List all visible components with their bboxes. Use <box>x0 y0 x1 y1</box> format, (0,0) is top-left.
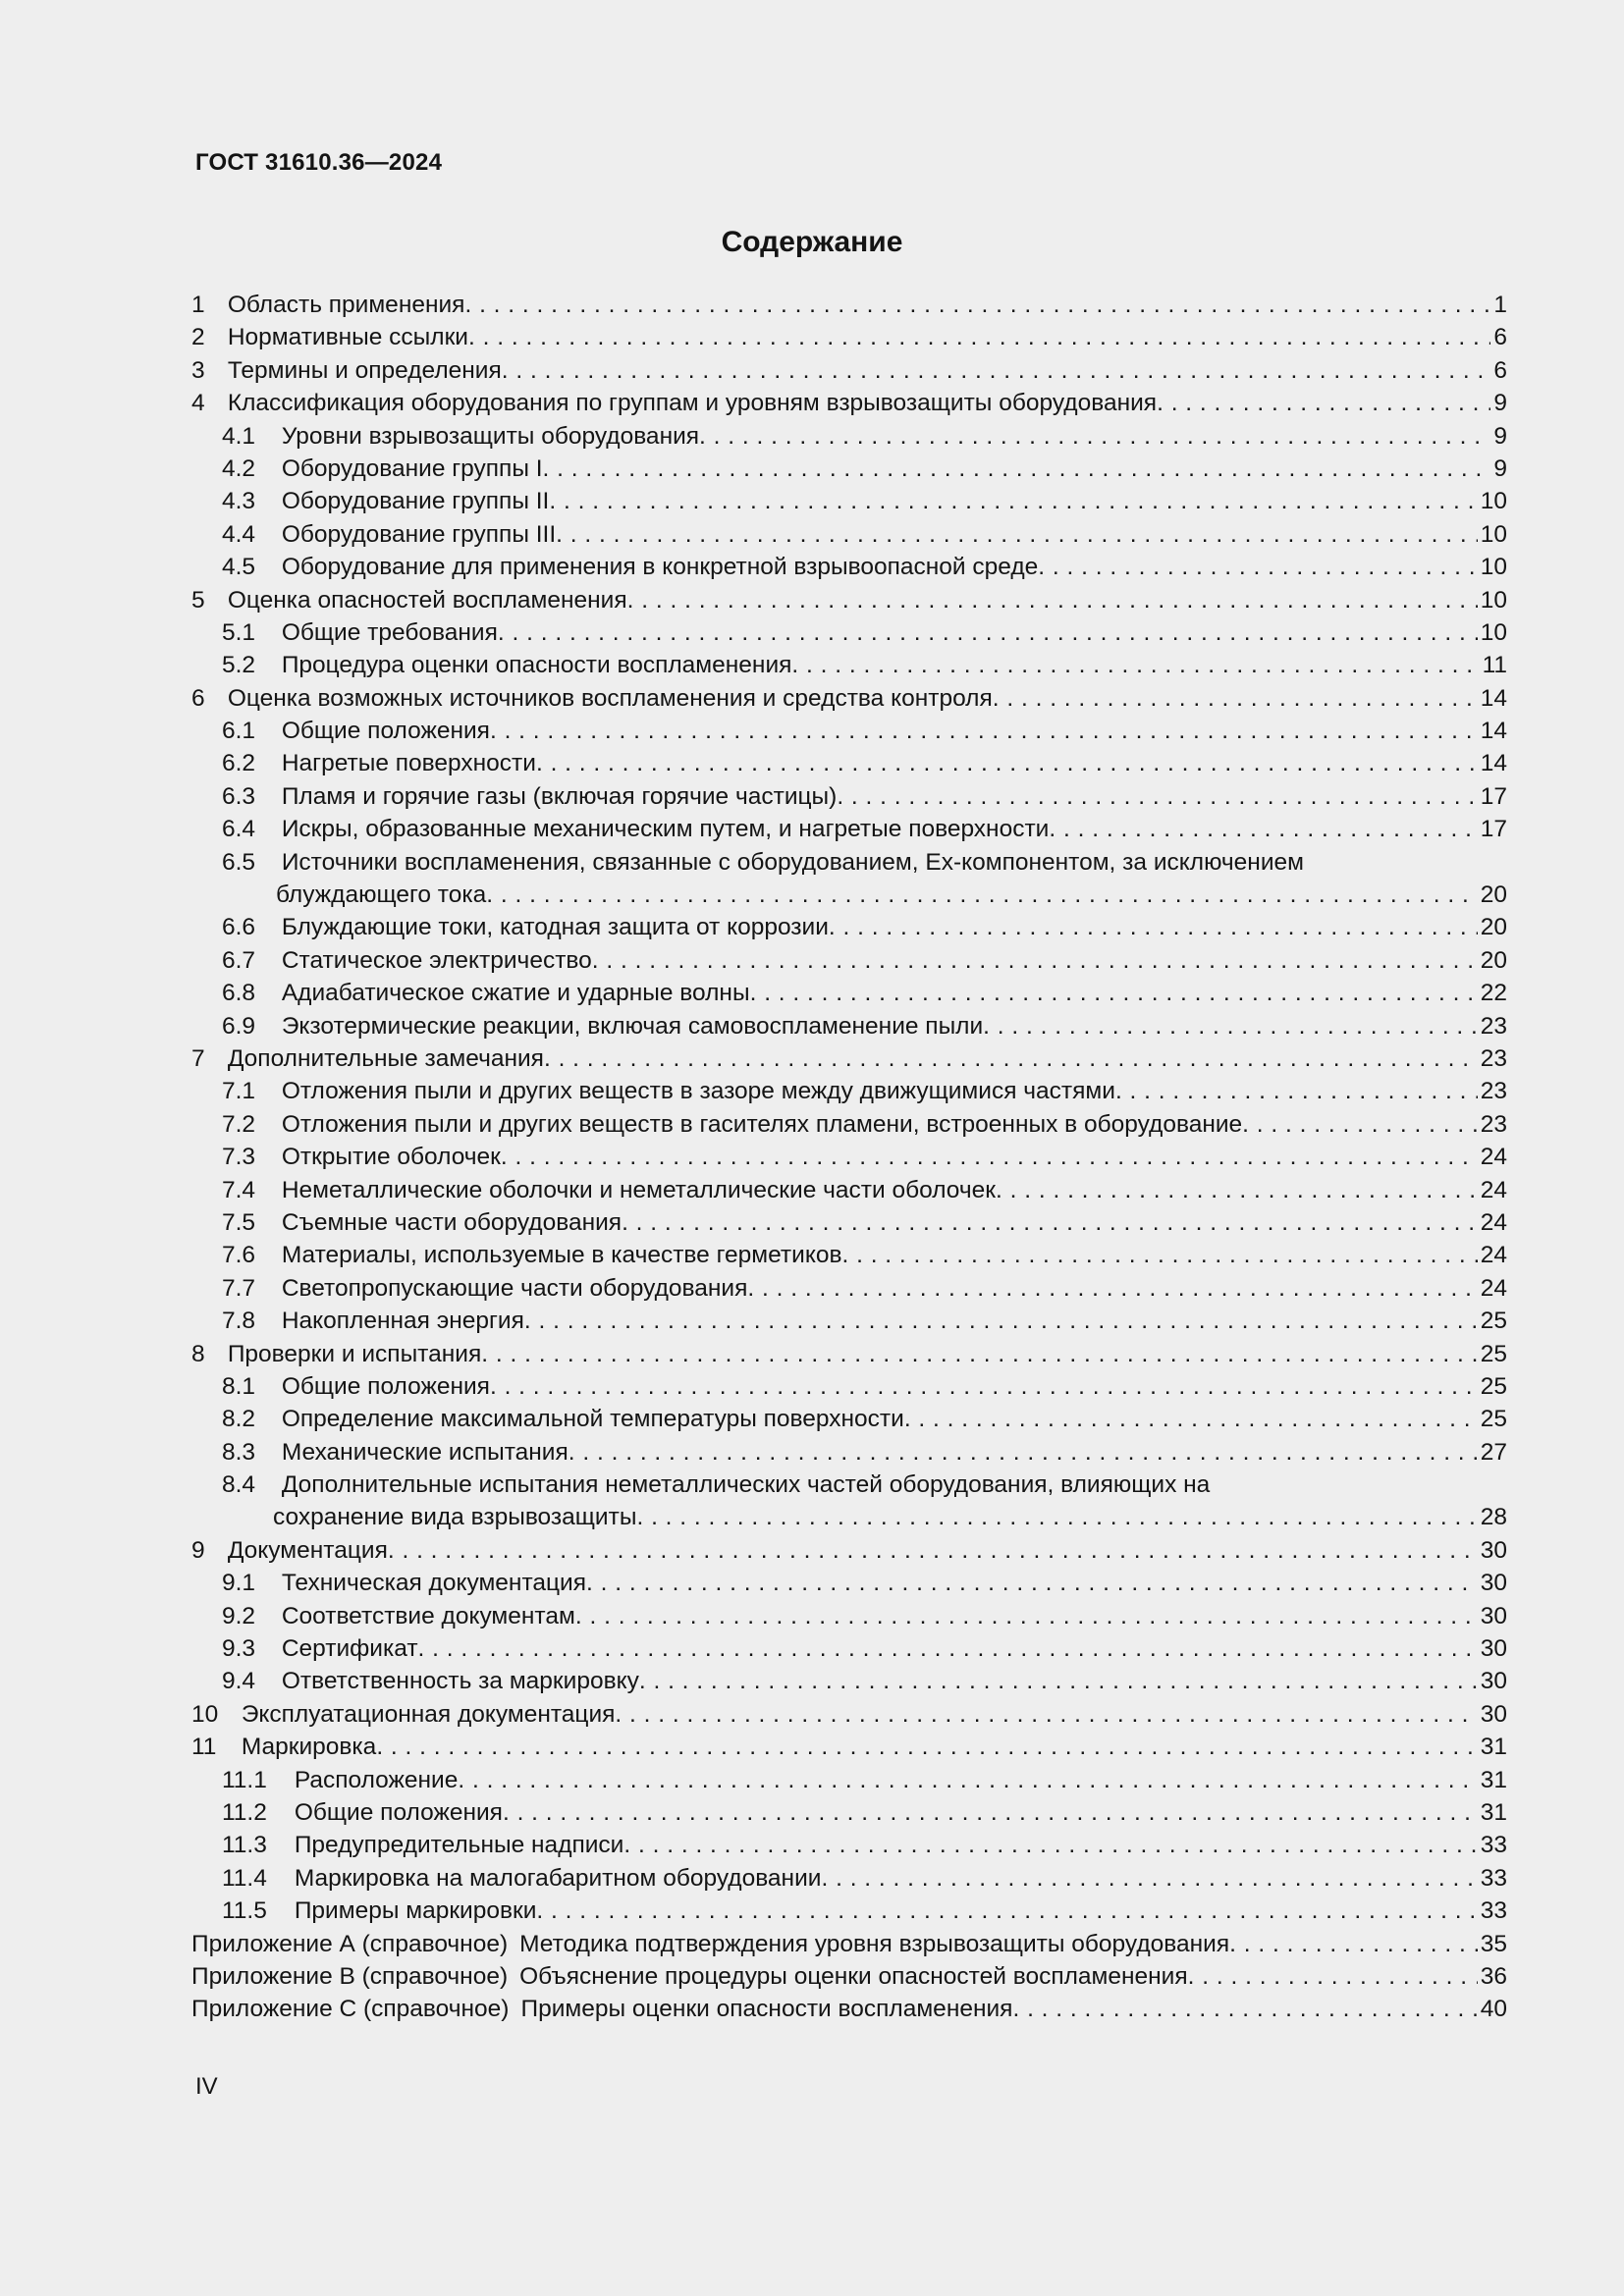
toc-entry[interactable] <box>191 387 1507 419</box>
toc-entry-title: Нормативные ссылки <box>227 324 468 351</box>
toc-entry-title: Накопленная энергия <box>281 1308 524 1335</box>
toc-entry[interactable] <box>191 1567 1507 1599</box>
toc-entry-number: 11.2 <box>222 1798 267 1826</box>
table-of-contents <box>191 289 1507 2026</box>
toc-entry-number: 8 <box>191 1340 205 1367</box>
toc-entry-number: 5.1 <box>222 618 256 646</box>
toc-entry-title-continued: блуждающего тока <box>276 881 487 909</box>
toc-entry-page: 10 <box>1478 518 1507 551</box>
toc-entry-title: Эксплуатационная документация <box>241 1700 616 1728</box>
toc-entry-page: 31 <box>1478 1731 1507 1763</box>
toc-entry-page: 30 <box>1478 1698 1507 1731</box>
toc-entry-number: 2 <box>191 324 205 351</box>
toc-entry-page: 30 <box>1478 1567 1507 1599</box>
toc-entry[interactable] <box>191 813 1507 845</box>
toc-entry[interactable] <box>191 289 1507 321</box>
toc-entry-title: Сертификат <box>281 1635 418 1663</box>
toc-entry-title: Проверки и испытания <box>227 1340 482 1367</box>
toc-entry[interactable] <box>191 1338 1507 1370</box>
toc-entry-number: 7.8 <box>222 1308 256 1335</box>
toc-entry-page: 24 <box>1478 1206 1507 1239</box>
toc-entry-number: 6 <box>191 684 205 712</box>
toc-entry-appendix[interactable] <box>191 1960 1507 1993</box>
toc-entry-page: 36 <box>1478 1960 1507 1993</box>
toc-entry-page: 31 <box>1478 1796 1507 1829</box>
toc-entry-title: Светопропускающие части оборудования <box>281 1274 748 1302</box>
toc-entry-title: Уровни взрывозащиты оборудования <box>281 422 700 450</box>
toc-entry[interactable] <box>191 977 1507 1009</box>
toc-entry-page: 6 <box>1490 354 1507 387</box>
toc-entry-page: 24 <box>1478 1239 1507 1271</box>
toc-entry-number: 1 <box>191 292 205 318</box>
toc-entry[interactable] <box>191 1665 1507 1697</box>
toc-entry[interactable] <box>191 649 1507 681</box>
toc-entry-number: 7.1 <box>222 1078 256 1105</box>
toc-entry-page: 33 <box>1478 1862 1507 1895</box>
toc-entry-title: Техническая документация <box>281 1570 586 1597</box>
toc-entry-number: Приложение С (справочное) <box>191 1996 510 2023</box>
toc-entry-title: Статическое электричество <box>281 946 592 974</box>
toc-entry-title: Классификация оборудования по группам и уровням взрывозащиты оборудования <box>227 390 1158 417</box>
toc-entry-title: Пламя и горячие газы (включая горячие частицы) <box>281 782 838 810</box>
toc-entry-number: 7 <box>191 1044 205 1072</box>
toc-entry-title: Съемные части оборудования <box>281 1208 623 1236</box>
toc-entry-page: 20 <box>1478 944 1507 977</box>
toc-entry-page: 33 <box>1478 1829 1507 1861</box>
toc-entry[interactable] <box>191 1862 1507 1895</box>
toc-entry[interactable] <box>191 1764 1507 1796</box>
toc-entry-page: 25 <box>1478 1403 1507 1435</box>
toc-entry-number: 5.2 <box>222 652 256 679</box>
toc-entry[interactable] <box>191 1829 1507 1861</box>
toc-entry-number: 11.4 <box>222 1864 267 1892</box>
toc-entry[interactable] <box>191 1370 1507 1403</box>
toc-entry[interactable] <box>191 453 1507 485</box>
toc-entry[interactable] <box>191 1436 1507 1468</box>
toc-entry-appendix[interactable] <box>191 1993 1507 2025</box>
toc-entry-title: Расположение <box>294 1766 459 1793</box>
toc-entry[interactable] <box>191 1206 1507 1239</box>
toc-entry-title: Механические испытания <box>281 1438 568 1466</box>
toc-entry[interactable] <box>191 1174 1507 1206</box>
toc-entry-title: Открытие оболочек <box>281 1144 501 1171</box>
toc-entry-title: Отложения пыли и других веществ в гасителях пламени, встроенных в оборудование <box>281 1110 1243 1138</box>
toc-entry[interactable] <box>191 616 1507 649</box>
toc-entry-number: 5 <box>191 586 205 614</box>
toc-entry-title: Общие положения <box>281 718 490 745</box>
toc-entry-title: Блуждающие токи, катодная защита от коррозии <box>281 914 829 941</box>
toc-entry-title: Объяснение процедуры оценки опасностей воспламенения <box>519 1962 1188 1990</box>
toc-entry-title: Оборудование для применения в конкретной взрывоопасной среде <box>281 554 1039 581</box>
toc-entry-title: Ответственность за маркировку <box>281 1668 639 1695</box>
toc-entry-title: Документация <box>227 1536 388 1564</box>
toc-entry-page: 10 <box>1478 616 1507 649</box>
toc-entry-page: 33 <box>1478 1895 1507 1927</box>
toc-entry-number: 7.3 <box>222 1144 256 1171</box>
toc-entry-page: 23 <box>1478 1108 1507 1141</box>
toc-entry-page: 30 <box>1478 1600 1507 1632</box>
document-code-header: ГОСТ 31610.36—2024 <box>195 149 443 176</box>
toc-entry-title: Дополнительные замечания <box>227 1044 544 1072</box>
toc-entry-title: Термины и определения <box>227 356 502 384</box>
toc-entry[interactable] <box>191 518 1507 551</box>
toc-entry-number: 6.2 <box>222 750 256 777</box>
toc-entry[interactable] <box>191 715 1507 747</box>
toc-entry[interactable] <box>191 1239 1507 1271</box>
toc-entry[interactable] <box>191 1042 1507 1075</box>
toc-entry-number: 10 <box>191 1700 219 1728</box>
toc-entry-title-continued: сохранение вида взрывозащиты <box>273 1504 637 1531</box>
toc-entry-appendix[interactable] <box>191 1928 1507 1960</box>
toc-entry-number: 4.5 <box>222 554 256 581</box>
toc-entry-page: 28 <box>1478 1501 1507 1533</box>
toc-entry[interactable] <box>191 584 1507 616</box>
toc-entry-number: 6.9 <box>222 1012 256 1040</box>
toc-entry-title: Общие положения <box>294 1798 503 1826</box>
toc-entry[interactable] <box>191 1731 1507 1763</box>
toc-entry-title: Материалы, используемые в качестве герметиков <box>281 1242 842 1269</box>
toc-entry-number: 6.6 <box>222 914 256 941</box>
toc-entry-number: 6.7 <box>222 946 256 974</box>
toc-entry[interactable] <box>191 1698 1507 1731</box>
toc-entry[interactable] <box>191 682 1507 715</box>
toc-entry-number: 6.5 <box>222 848 256 876</box>
toc-entry[interactable] <box>191 485 1507 517</box>
toc-entry-title: Экзотермические реакции, включая самовоспламенение пыли <box>281 1012 984 1040</box>
toc-entry-number: Приложение А (справочное) <box>191 1930 509 1957</box>
toc-entry-number: Приложение В (справочное) <box>191 1962 509 1990</box>
toc-entry-number: 11 <box>191 1734 217 1761</box>
toc-entry-page: 24 <box>1478 1141 1507 1173</box>
toc-entry-page: 23 <box>1478 1075 1507 1107</box>
toc-entry-page: 25 <box>1478 1338 1507 1370</box>
toc-entry-title: Оценка возможных источников воспламенения и средства контроля <box>227 684 993 712</box>
toc-entry-page: 27 <box>1478 1436 1507 1468</box>
toc-entry[interactable] <box>191 1534 1507 1567</box>
toc-entry-number: 9.4 <box>222 1668 256 1695</box>
toc-entry[interactable] <box>191 1141 1507 1173</box>
toc-entry[interactable] <box>191 1305 1507 1337</box>
toc-entry-page: 25 <box>1478 1305 1507 1337</box>
toc-entry-page: 20 <box>1478 911 1507 943</box>
toc-entry[interactable] <box>191 1895 1507 1927</box>
toc-entry-number: 8.3 <box>222 1438 256 1466</box>
toc-entry[interactable] <box>191 846 1507 912</box>
toc-entry-page: 14 <box>1478 747 1507 779</box>
toc-entry[interactable] <box>191 944 1507 977</box>
toc-entry[interactable] <box>191 1796 1507 1829</box>
toc-entry-page: 9 <box>1490 453 1507 485</box>
toc-entry-title: Нагретые поверхности <box>281 750 536 777</box>
toc-entry-number: 11.5 <box>222 1897 267 1925</box>
toc-entry-title: Маркировка на малогабаритном оборудовании <box>294 1864 822 1892</box>
toc-entry-number: 11.3 <box>222 1832 267 1859</box>
toc-entry-page: 9 <box>1490 387 1507 419</box>
toc-entry-number: 9.1 <box>222 1570 256 1597</box>
toc-entry-page: 35 <box>1478 1928 1507 1960</box>
toc-entry-number: 6.1 <box>222 718 256 745</box>
toc-entry-title: Маркировка <box>241 1734 377 1761</box>
toc-entry-number: 4.2 <box>222 454 256 482</box>
toc-entry[interactable] <box>191 1632 1507 1665</box>
toc-entry-number: 11.1 <box>222 1766 267 1793</box>
toc-entry-number: 6.4 <box>222 816 256 843</box>
toc-entry-title: Отложения пыли и других веществ в зазоре между движущимися частями <box>281 1078 1115 1105</box>
toc-entry[interactable] <box>191 420 1507 453</box>
toc-entry[interactable] <box>191 1600 1507 1632</box>
toc-entry-title: Оборудование группы II <box>281 488 550 515</box>
toc-entry[interactable] <box>191 911 1507 943</box>
toc-entry-title: Общие положения <box>281 1372 490 1400</box>
toc-entry-title: Общие требования <box>281 618 498 646</box>
toc-entry-title: Оборудование группы I <box>281 454 543 482</box>
toc-entry-page: 30 <box>1478 1665 1507 1697</box>
page-title: Содержание <box>721 226 903 258</box>
toc-entry-page: 24 <box>1478 1174 1507 1206</box>
toc-entry-title: Процедура оценки опасности воспламенения <box>281 652 792 679</box>
toc-entry-title: Определение максимальной температуры поверхности <box>281 1406 904 1433</box>
toc-entry-number: 8.1 <box>222 1372 256 1400</box>
toc-entry-number: 9.2 <box>222 1602 256 1629</box>
toc-entry-title: Соответствие документам <box>281 1602 575 1629</box>
toc-entry-page: 25 <box>1478 1370 1507 1403</box>
toc-entry-page: 17 <box>1478 780 1507 813</box>
toc-entry[interactable] <box>191 1108 1507 1141</box>
toc-entry-title: Предупредительные надписи <box>294 1832 624 1859</box>
toc-entry[interactable] <box>191 321 1507 353</box>
toc-entry-title: Примеры маркировки <box>294 1897 537 1925</box>
toc-entry-number: 9 <box>191 1536 205 1564</box>
toc-entry-number: 7.2 <box>222 1110 256 1138</box>
toc-entry-page: 10 <box>1478 584 1507 616</box>
toc-entry-number: 7.4 <box>222 1176 256 1203</box>
toc-entry-title: Оценка опасностей воспламенения <box>227 586 627 614</box>
toc-entry-number: 6.3 <box>222 782 256 810</box>
toc-entry-title: Область применения <box>227 292 465 318</box>
toc-entry-title: Дополнительные испытания неметаллических частей оборудования, влияющих на <box>281 1471 1211 1499</box>
toc-entry[interactable] <box>191 780 1507 813</box>
toc-entry-page: 6 <box>1490 321 1507 353</box>
toc-entry-title: Неметаллические оболочки и неметаллические части оболочек <box>281 1176 996 1203</box>
toc-entry-title: Оборудование группы III <box>281 520 557 548</box>
toc-entry-page: 24 <box>1478 1272 1507 1305</box>
toc-entry-page: 1 <box>1490 289 1507 321</box>
toc-entry-title: Источники воспламенения, связанные с оборудованием, Ex-компонентом, за исключением <box>281 848 1304 876</box>
toc-entry-number: 9.3 <box>222 1635 256 1663</box>
toc-entry-number: 7.6 <box>222 1242 256 1269</box>
toc-entry-page: 14 <box>1478 682 1507 715</box>
toc-entry-page: 30 <box>1478 1534 1507 1567</box>
toc-entry-number: 6.8 <box>222 980 256 1007</box>
toc-entry-page: 30 <box>1478 1632 1507 1665</box>
toc-entry-page: 10 <box>1478 485 1507 517</box>
toc-entry-page: 31 <box>1478 1764 1507 1796</box>
toc-entry[interactable] <box>191 1468 1507 1534</box>
toc-entry-title: Методика подтверждения уровня взрывозащиты оборудования <box>519 1930 1230 1957</box>
toc-entry-number: 7.7 <box>222 1274 256 1302</box>
toc-entry-number: 8.2 <box>222 1406 256 1433</box>
toc-entry-page: 9 <box>1490 420 1507 453</box>
toc-entry-page: 23 <box>1478 1010 1507 1042</box>
toc-entry-title: Примеры оценки опасности воспламенения <box>520 1996 1013 2023</box>
toc-entry[interactable] <box>191 551 1507 583</box>
toc-entry[interactable] <box>191 1272 1507 1305</box>
toc-entry[interactable] <box>191 354 1507 387</box>
toc-entry-number: 4.1 <box>222 422 256 450</box>
toc-entry[interactable] <box>191 747 1507 779</box>
toc-entry-title: Адиабатическое сжатие и ударные волны <box>281 980 750 1007</box>
toc-entry-page: 14 <box>1478 715 1507 747</box>
toc-entry-page: 22 <box>1478 977 1507 1009</box>
toc-entry[interactable] <box>191 1075 1507 1107</box>
toc-entry-number: 4 <box>191 390 205 417</box>
toc-entry-number: 8.4 <box>222 1471 256 1499</box>
toc-entry-page: 23 <box>1478 1042 1507 1075</box>
toc-entry-number: 7.5 <box>222 1208 256 1236</box>
toc-entry-page: 11 <box>1480 649 1507 681</box>
toc-entry[interactable] <box>191 1403 1507 1435</box>
page-number: IV <box>195 2073 218 2100</box>
toc-entry-page: 10 <box>1478 551 1507 583</box>
toc-entry-number: 3 <box>191 356 205 384</box>
toc-entry-number: 4.4 <box>222 520 256 548</box>
toc-entry-page: 20 <box>1478 879 1507 911</box>
toc-entry-title: Искры, образованные механическим путем, и нагретые поверхности <box>281 816 1050 843</box>
toc-entry-page: 17 <box>1478 813 1507 845</box>
toc-entry-page: 40 <box>1478 1993 1507 2025</box>
toc-entry-number: 4.3 <box>222 488 256 515</box>
toc-entry[interactable] <box>191 1010 1507 1042</box>
